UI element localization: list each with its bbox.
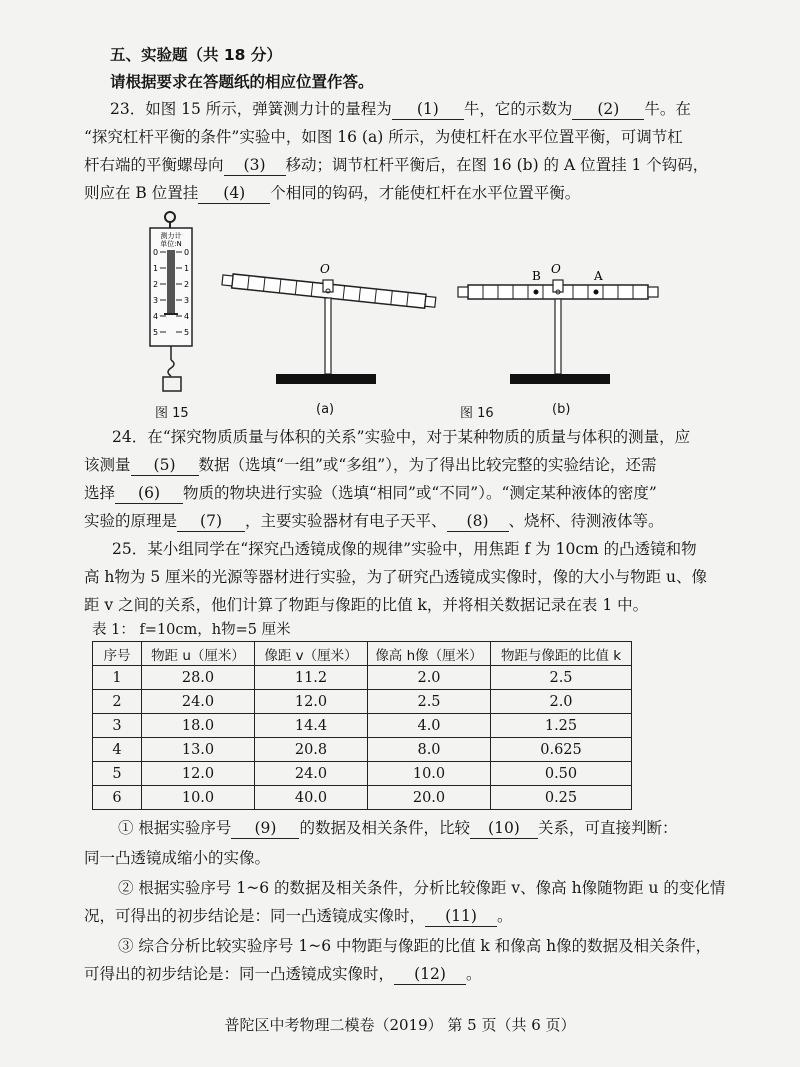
table-cell: 12.0 [255, 690, 368, 714]
blank-7: (7) [177, 511, 245, 532]
table-row [93, 690, 632, 714]
q24-line-3 [84, 483, 657, 504]
q23-text: 23．如图 15 所示，弹簧测力计的量程为 [110, 100, 392, 118]
q24-text: 、烧杯、待测液体等。 [508, 512, 664, 530]
q25-part3-line-2 [84, 964, 482, 985]
blank-11: (11) [425, 906, 497, 927]
column-header: 像高 h像（厘米） [368, 642, 491, 666]
blank-2: (2) [572, 99, 644, 120]
table-cell: 10.0 [368, 762, 491, 786]
table-cell: 2.0 [491, 690, 632, 714]
q24-text: 该测量 [84, 456, 131, 474]
q24-text: 实验的原理是 [84, 512, 178, 530]
table-cell: 11.2 [255, 666, 368, 690]
q24-line-4 [84, 511, 664, 532]
table-row [93, 786, 632, 810]
table-cell: 2.0 [368, 666, 491, 690]
meter-unit: 单位:N [160, 240, 182, 248]
table-cell: 1 [93, 666, 142, 690]
spring-balance-figure [150, 212, 192, 391]
column-header: 物距与像距的比值 k [491, 642, 632, 666]
table-cell: 4.0 [368, 714, 491, 738]
q25-text: ① 根据实验序号 [118, 819, 232, 837]
q25-line-3: 距 v 之间的关系，他们计算了物距与像距的比值 k，并将相关数据记录在表 1 中。 [84, 596, 649, 614]
q23-text: 杆右端的平衡螺母向 [84, 156, 224, 174]
pivot-label: O [551, 262, 561, 276]
table-row [93, 738, 632, 762]
column-header: 像距 v（厘米） [255, 642, 368, 666]
q23-line-2: “探究杠杆平衡的条件”实验中，如图 16 (a) 所示，为使杠杆在水平位置平衡，可调节杠 [84, 128, 683, 146]
meter-title: 测力计 [160, 232, 182, 240]
scale-number: 2 [153, 280, 159, 289]
q25-text: 况，可得出的初步结论是：同一凸透镜成实像时， [84, 907, 426, 925]
section-instruction: 请根据要求在答题纸的相应位置作答。 [110, 73, 374, 91]
q23-text: 牛。在 [644, 100, 691, 118]
q23-line-3 [84, 155, 708, 176]
scale-number: 5 [153, 328, 159, 337]
q25-text: 可得出的初步结论是：同一凸透镜成实像时， [84, 965, 395, 983]
scale-number: 1 [184, 264, 190, 273]
q24-line-1: 24．在“探究物质质量与体积的关系”实验中，对于某种物质的质量与体积的测量，应 [112, 428, 691, 446]
blank-10: (10) [470, 818, 538, 839]
fig15-caption: 图 15 [155, 406, 189, 421]
table-cell: 2.5 [491, 666, 632, 690]
table-cell: 1.25 [491, 714, 632, 738]
q24-text: 物质的物块进行实验（选填“相同”或“不同”）。“测定某种液体的密度” [183, 484, 657, 502]
q23-text: 个相同的钩码，才能使杠杆在水平位置平衡。 [270, 184, 581, 202]
scale-number: 3 [153, 296, 159, 305]
table-header-row [93, 642, 632, 666]
fig16b-caption: (b) [552, 402, 571, 417]
q25-text: 的数据及相关条件，比较 [299, 819, 470, 837]
table-cell: 13.0 [142, 738, 255, 762]
table-cell: 40.0 [255, 786, 368, 810]
q25-text: 。 [497, 907, 513, 925]
blank-3: (3) [224, 155, 286, 176]
table-row [93, 714, 632, 738]
fig16-caption: 图 16 [460, 406, 494, 421]
table-cell: 5 [93, 762, 142, 786]
figures-illustration [0, 210, 800, 400]
q23-text: 牛，它的示数为 [463, 100, 573, 118]
q25-line-2: 高 h物为 5 厘米的光源等器材进行实验，为了研究凸透镜成实像时，像的大小与物距 u、像 [84, 568, 708, 586]
lever-figure-a [222, 262, 436, 384]
scale-number: 0 [184, 248, 190, 257]
page-footer: 普陀区中考物理二模卷（2019） 第 5 页（共 6 页） [224, 1016, 576, 1034]
blank-6: (6) [115, 483, 183, 504]
q25-text: 。 [466, 965, 482, 983]
q23-line-4 [84, 183, 580, 204]
q24-text: ，主要实验器材有电子天平、 [245, 512, 447, 530]
blank-5: (5) [131, 455, 199, 476]
label-b: B [532, 269, 541, 283]
q25-part2-line-2 [84, 906, 513, 927]
scale-number: 0 [153, 248, 159, 257]
blank-12: (12) [394, 964, 466, 985]
q24-line-2 [84, 455, 656, 476]
data-table [92, 641, 632, 810]
table-cell: 2.5 [368, 690, 491, 714]
column-header: 物距 u（厘米） [142, 642, 255, 666]
table-cell: 0.625 [491, 738, 632, 762]
blank-8: (8) [447, 511, 509, 532]
blank-4: (4) [198, 183, 270, 204]
table-cell: 0.50 [491, 762, 632, 786]
q25-part1-line-1 [118, 818, 677, 839]
table-cell: 6 [93, 786, 142, 810]
table-cell: 24.0 [255, 762, 368, 786]
blank-1: (1) [392, 99, 464, 120]
table-row [93, 666, 632, 690]
q23-line-1 [110, 99, 691, 120]
table-cell: 20.8 [255, 738, 368, 762]
q24-text: 选择 [84, 484, 116, 502]
scale-number: 3 [184, 296, 190, 305]
q25-part3-line-1: ③ 综合分析比较实验序号 1~6 中物距与像距的比值 k 和像高 h像的数据及相关条件， [118, 937, 712, 955]
table-caption: 表 1： f=10cm，h物=5 厘米 [92, 622, 291, 638]
scale-number: 4 [184, 312, 190, 321]
lever-figure-b [458, 262, 658, 384]
table-cell: 24.0 [142, 690, 255, 714]
q23-text: 移动；调节杠杆平衡后，在图 16 (b) 的 A 位置挂 1 个钩码， [285, 156, 709, 174]
pivot-label: O [320, 262, 330, 276]
label-a: A [594, 269, 603, 283]
blank-9: (9) [231, 818, 299, 839]
scale-number: 5 [184, 328, 190, 337]
q24-text: 数据（选填“一组”或“多组”），为了得出比较完整的实验结论，还需 [198, 456, 657, 474]
q25-part1-line-2: 同一凸透镜成缩小的实像。 [84, 849, 271, 867]
section-title: 五、实验题（共 18 分） [110, 46, 282, 64]
scale-number: 1 [153, 264, 159, 273]
q23-text: 则应在 B 位置挂 [84, 184, 199, 202]
table-cell: 12.0 [142, 762, 255, 786]
table-cell: 8.0 [368, 738, 491, 762]
table-cell: 20.0 [368, 786, 491, 810]
table-cell: 18.0 [142, 714, 255, 738]
scale-number: 4 [153, 312, 159, 321]
table-cell: 28.0 [142, 666, 255, 690]
table-cell: 14.4 [255, 714, 368, 738]
q25-part2-line-1: ② 根据实验序号 1~6 的数据及相关条件，分析比较像距 v、像高 h像随物距 u 的变化情 [118, 879, 726, 897]
table-cell: 2 [93, 690, 142, 714]
table-cell: 10.0 [142, 786, 255, 810]
table-cell: 4 [93, 738, 142, 762]
table-row [93, 762, 632, 786]
scale-number: 2 [184, 280, 190, 289]
column-header: 序号 [93, 642, 142, 666]
table-cell: 3 [93, 714, 142, 738]
fig16a-caption: (a) [316, 402, 335, 417]
q25-text: 关系，可直接判断： [537, 819, 678, 837]
q25-line-1: 25．某小组同学在“探究凸透镜成像的规律”实验中，用焦距 f 为 10cm 的凸透镜和物 [112, 540, 697, 558]
table-cell: 0.25 [491, 786, 632, 810]
